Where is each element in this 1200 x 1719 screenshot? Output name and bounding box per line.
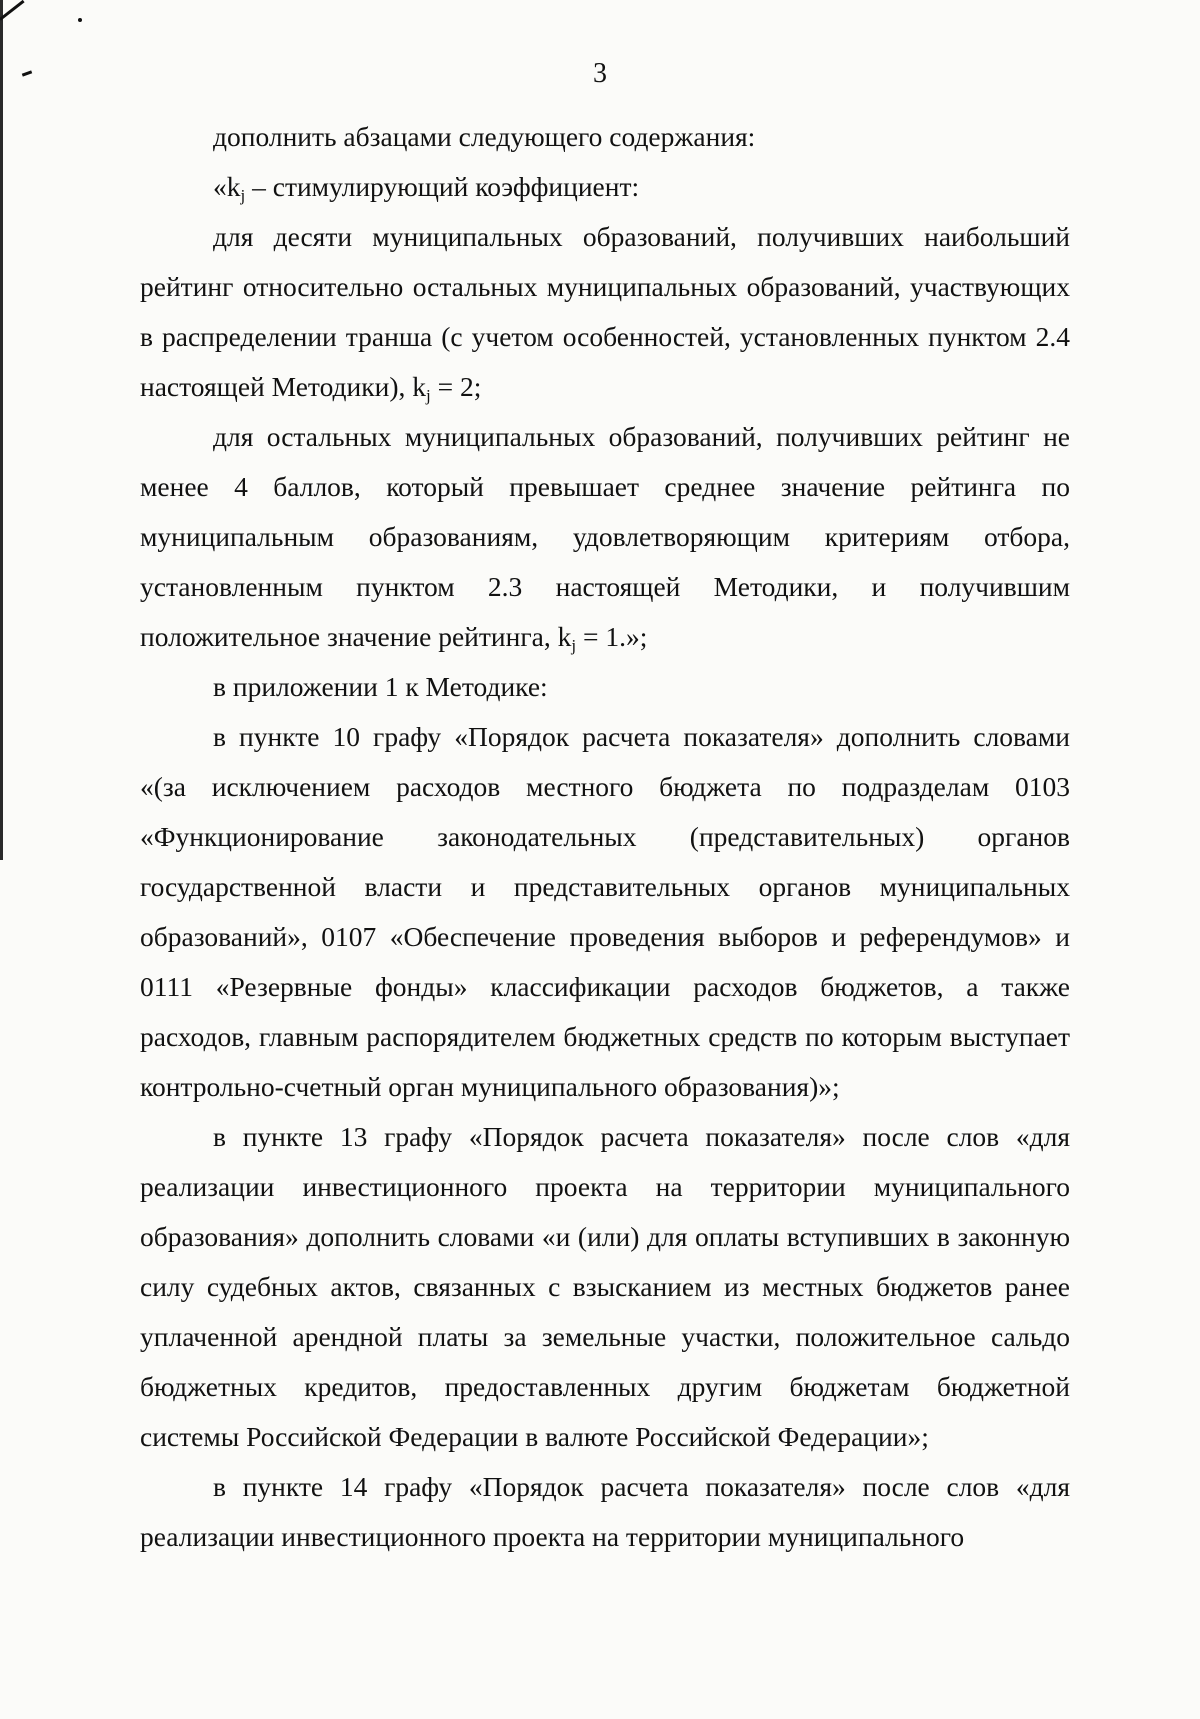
paragraph-intro: дополнить абзацами следующего содержания: xyxy=(213,121,756,152)
paragraph-point-10: в пункте 10 графу «Порядок расчета показателя» дополнить словами «(за исключением расходов местного бюджета по подразделам 0103 «Функционирование законодательных (представительных) органов государственной власти и представительных органов муниципальных образований», 0107 «Обеспечение проведения выборов и референдумов» и 0111 «Резервные фонды» классификации расходов бюджетов, а также расходов, главным распорядителем бюджетных средств по которым выступает контрольно-счетный орган муниципального образования)»; xyxy=(140,721,1070,1102)
paragraph-coefficient-definition xyxy=(140,162,1070,212)
paragraph-top-ten-rule xyxy=(140,212,1070,412)
top-ten-rule-subscript: j xyxy=(425,386,431,405)
top-ten-rule-value: = 2; xyxy=(430,371,482,402)
paragraph-appendix-heading: в приложении 1 к Методике: xyxy=(213,671,548,702)
coefficient-open: «k xyxy=(213,171,241,202)
document-body xyxy=(140,112,1070,1562)
other-rule-text: для остальных муниципальных образований, получивших рейтинг не менее 4 баллов, который превышает среднее значение рейтинга по муниципальным образованиям, удовлетворяющим критериям отбора, установленным пунктом 2.3 настоящей Методики, и получившим положительное значение рейтинга, k xyxy=(140,421,1070,652)
coefficient-subscript: j xyxy=(240,186,246,205)
scan-artifact-left-edge xyxy=(0,0,3,860)
paragraph-other-rule xyxy=(140,412,1070,662)
scan-artifact-dot xyxy=(78,18,82,22)
paragraph-point-13: в пункте 13 графу «Порядок расчета показателя» после слов «для реализации инвестиционного проекта на территории муниципального образования» дополнить словами «и (или) для оплаты вступивших в законную силу судебных актов, связанных с взысканием из местных бюджетов ранее уплаченной арендной платы за земельные участки, положительное сальдо бюджетных кредитов, предоставленных другим бюджетам бюджетной системы Российской Федерации в валюте Российской Федерации»; xyxy=(140,1121,1070,1452)
coefficient-definition-text: – стимулирующий коэффициент: xyxy=(245,171,640,202)
scan-artifact-corner-stroke xyxy=(0,0,25,21)
page-number: 3 xyxy=(593,58,607,89)
paragraph-point-14: в пункте 14 графу «Порядок расчета показателя» после слов «для реализации инвестиционного проекта на территории муниципального xyxy=(140,1471,1070,1552)
other-rule-value: = 1.»; xyxy=(576,621,648,652)
other-rule-subscript: j xyxy=(571,636,577,655)
top-ten-rule-text: для десяти муниципальных образований, получивших наибольший рейтинг относительно остальных муниципальных образований, участвующих в распределении транша (с учетом особенностей, установленных пунктом 2.4 настоящей Методики), k xyxy=(140,221,1070,402)
